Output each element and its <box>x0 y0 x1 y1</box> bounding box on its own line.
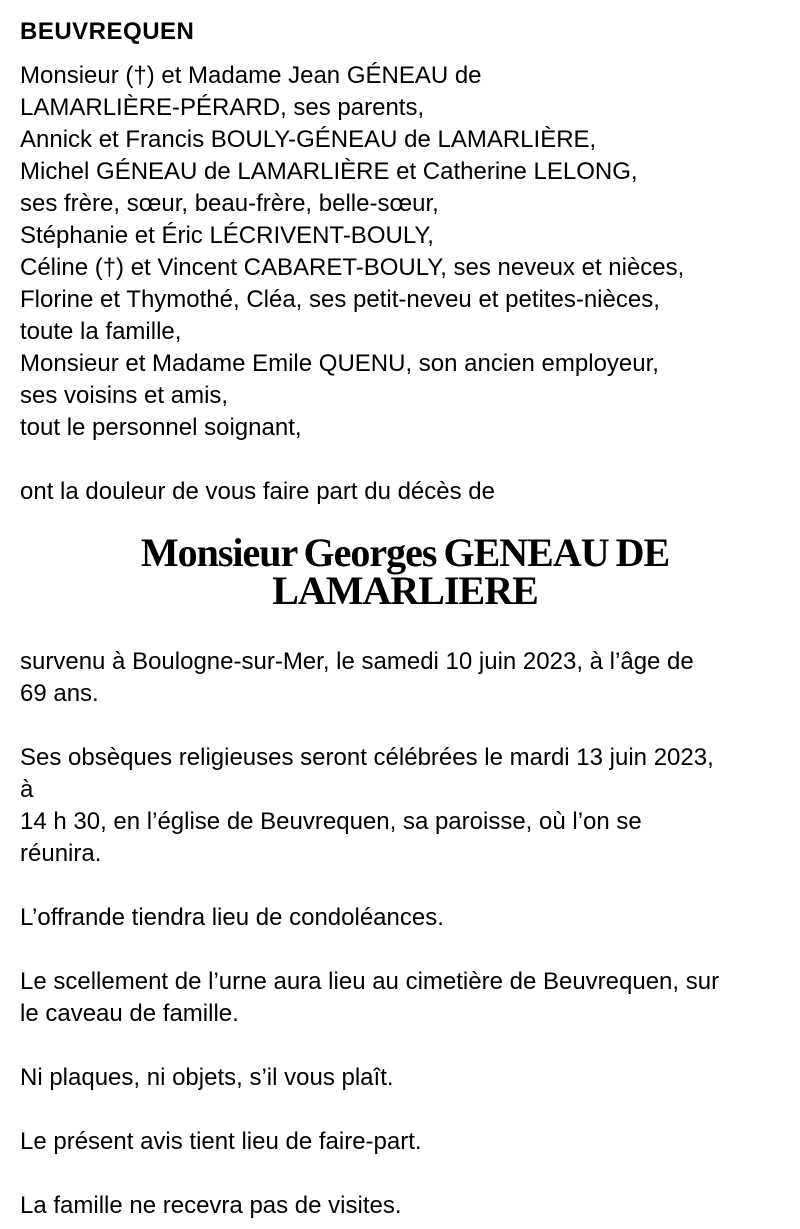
paragraph-notice <box>20 1126 790 1158</box>
family-line: Florine et Thymothé, Cléa, ses petit-neveu et petites-nièces, <box>20 286 660 313</box>
family-line: Monsieur (†) et Madame Jean GÉNEAU de <box>20 62 482 89</box>
family-list <box>20 60 790 444</box>
paragraph-line: La famille ne recevra pas de visites. <box>20 1192 402 1219</box>
family-line: toute la famille, <box>20 318 182 345</box>
family-line: Annick et Francis BOULY-GÉNEAU de LAMARLIÈRE, <box>20 126 597 153</box>
paragraph-line: Le scellement de l’urne aura lieu au cimetière de Beuvrequen, sur <box>20 968 720 995</box>
paragraph-line: L’offrande tiendra lieu de condoléances. <box>20 904 444 931</box>
paragraph-urn <box>20 966 790 1030</box>
family-line: tout le personnel soignant, <box>20 414 302 441</box>
paragraph-line: 69 ans. <box>20 680 99 707</box>
family-line: ses frère, sœur, beau-frère, belle-sœur, <box>20 190 439 217</box>
paragraph-no-plaques <box>20 1062 790 1094</box>
paragraph-no-visits <box>20 1190 790 1222</box>
family-line: LAMARLIÈRE-PÉRARD, ses parents, <box>20 94 425 121</box>
paragraph-line: 14 h 30, en l’église de Beuvrequen, sa paroisse, où l’on se <box>20 808 642 835</box>
paragraph-offering <box>20 902 790 934</box>
paragraph-line: à <box>20 776 34 803</box>
announcement-text: ont la douleur de vous faire part du décès de <box>20 478 495 505</box>
paragraph-line: survenu à Boulogne-sur-Mer, le samedi 10 juin 2023, à l’âge de <box>20 648 694 675</box>
family-line: Michel GÉNEAU de LAMARLIÈRE et Catherine LELONG, <box>20 158 638 185</box>
family-line: ses voisins et amis, <box>20 382 229 409</box>
paragraph-line: Le présent avis tient lieu de faire-part. <box>20 1128 422 1155</box>
paragraph-death <box>20 646 790 710</box>
deceased-name <box>20 530 790 613</box>
town-name: BEUVREQUEN <box>20 18 195 45</box>
family-line: Céline (†) et Vincent CABARET-BOULY, ses neveux et nièces, <box>20 254 685 281</box>
paragraph-line: réunira. <box>20 840 102 867</box>
family-line: Stéphanie et Éric LÉCRIVENT-BOULY, <box>20 222 434 249</box>
paragraph-line: Ni plaques, ni objets, s’il vous plaît. <box>20 1064 394 1091</box>
paragraph-line: Ses obsèques religieuses seront célébrées le mardi 13 juin 2023, <box>20 744 714 771</box>
deceased-name-line: LAMARLIERE <box>272 568 538 613</box>
family-line: Monsieur et Madame Emile QUENU, son ancien employeur, <box>20 350 659 377</box>
paragraph-line: le caveau de famille. <box>20 1000 239 1027</box>
paragraph-funeral <box>20 742 790 870</box>
deceased-name-line: Monsieur Georges GENEAU DE <box>140 530 670 575</box>
